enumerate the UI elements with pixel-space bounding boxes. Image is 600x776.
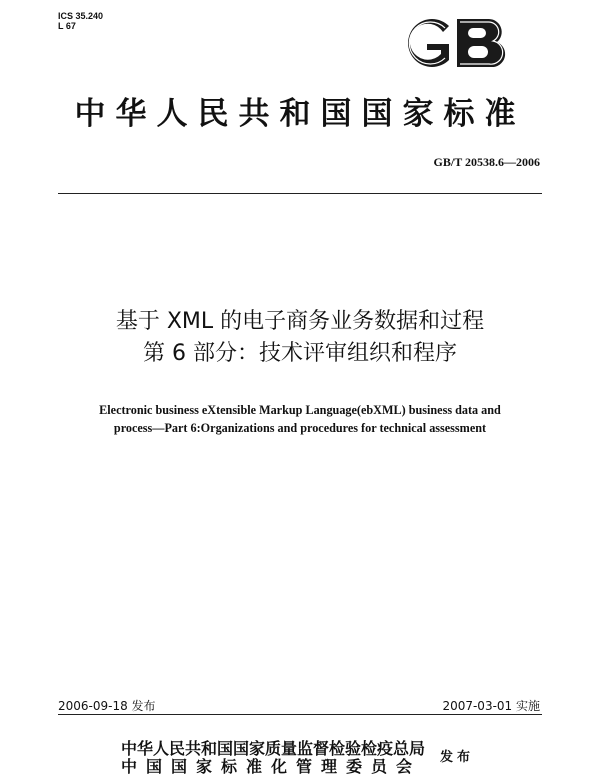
english-title-line-2: process—Part 6:Organizations and procedures for technical assessment bbox=[113, 421, 487, 435]
standard-code: GB/T 20538.6—2006 bbox=[433, 155, 540, 169]
issue-date: 2006-09-18 发布 bbox=[58, 699, 156, 713]
standard-name: 中华人民共和国国家标准 bbox=[74, 96, 526, 132]
english-title-line-1: Electronic business eXtensible Markup Language(ebXML) business data and bbox=[99, 403, 501, 417]
ics-code: ICS 35.240 bbox=[58, 11, 104, 21]
issuer-line-1: 中华人民共和国国家质量监督检验检疫总局 bbox=[121, 739, 426, 758]
title-line-1: 基于 XML 的电子商务业务数据和过程 bbox=[115, 309, 485, 334]
top-divider bbox=[58, 193, 542, 194]
implementation-date: 2007-03-01 实施 bbox=[442, 699, 540, 713]
issue-verb: 发布 bbox=[440, 750, 475, 765]
gb-logo-icon bbox=[393, 12, 513, 74]
ccs-code: L 67 bbox=[58, 21, 76, 31]
title-line-2: 第 6 部分：技术评审组织和程序 bbox=[143, 341, 457, 366]
bottom-divider bbox=[58, 714, 542, 715]
issuer-line-2: 中国国家标准化管理委员会 bbox=[121, 757, 422, 776]
